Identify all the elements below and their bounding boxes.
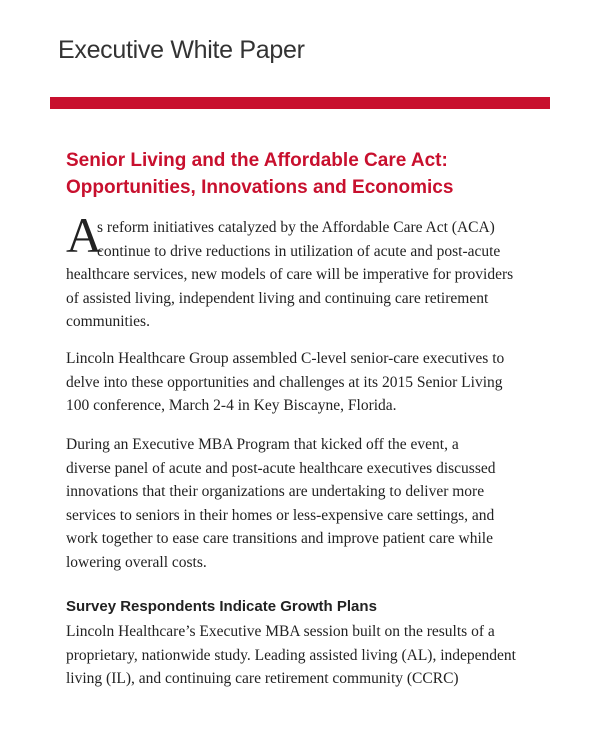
paragraph-line: delve into these opportunities and challenges at its 2015 Senior Living: [66, 373, 503, 391]
paragraph-line: communities.: [66, 313, 150, 330]
paragraph-survey: [66, 620, 556, 691]
paragraph-line: services to seniors in their homes or less-expensive care settings, and: [66, 506, 495, 524]
paragraph-line: Lincoln Healthcare Group assembled C-level senior-care executives to: [66, 350, 505, 367]
paragraph-line: Lincoln Healthcare’s Executive MBA session built on the results of a: [66, 623, 495, 640]
paragraph-line: s reform initiatives catalyzed by the Affordable Care Act (ACA): [97, 219, 495, 236]
article-title-line: Opportunities, Innovations and Economics: [66, 177, 454, 198]
paragraph-line: lowering overall costs.: [66, 553, 207, 571]
paragraph-line: innovations that their organizations are undertaking to deliver more: [66, 483, 485, 500]
intro-paragraph: [66, 216, 556, 334]
paragraph-line: proprietary, nationwide study. Leading assisted living (AL), independent: [66, 646, 516, 664]
paragraph-line: continue to drive reductions in utilization of acute and post-acute: [97, 242, 501, 260]
section-heading: Survey Respondents Indicate Growth Plans: [66, 598, 377, 615]
paragraph-line: of assisted living, independent living and continuing care retirement: [66, 289, 489, 307]
article-title: [66, 147, 586, 201]
drop-cap: A: [66, 207, 103, 263]
paragraph-mba-program: [66, 433, 556, 574]
paragraph-conference: [66, 347, 556, 418]
header-divider: [50, 97, 550, 109]
paragraph-line: diverse panel of acute and post-acute healthcare executives discussed: [66, 459, 496, 477]
paragraph-line: living (IL), and continuing care retirement community (CCRC): [66, 670, 459, 687]
paragraph-line: During an Executive MBA Program that kicked off the event, a: [66, 436, 459, 453]
paragraph-line: 100 conference, March 2-4 in Key Biscayne, Florida.: [66, 397, 397, 414]
paragraph-line: healthcare services, new models of care will be imperative for providers: [66, 266, 514, 283]
article-title-line: Senior Living and the Affordable Care Act:: [66, 150, 448, 171]
paragraph-line: work together to ease care transitions and improve patient care while: [66, 530, 493, 547]
document-header-title: Executive White Paper: [58, 36, 305, 64]
